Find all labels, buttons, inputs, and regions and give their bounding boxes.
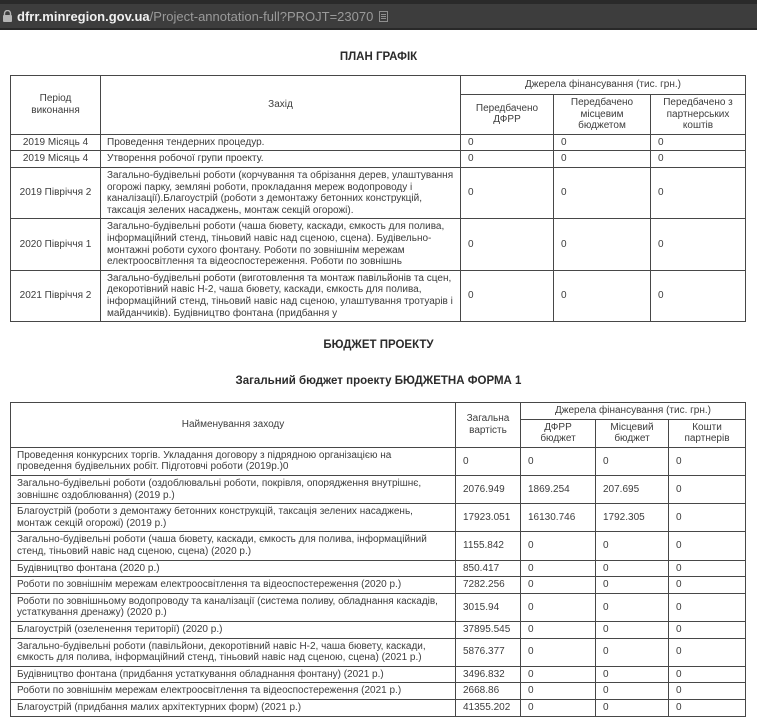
budget-table-row — [11, 638, 746, 666]
local-cell: 0 — [554, 134, 651, 151]
total-cell: 850.417 — [456, 560, 521, 577]
partner-cell: 0 — [669, 532, 746, 560]
name-cell: Роботи по зовнішнім мережам електроосвітлення та відеоспостереження (2020 р.) — [11, 577, 456, 594]
dfrr-cell: 0 — [521, 577, 596, 594]
name-cell: Загально-будівельні роботи (оздоблювальні роботи, покрівля, опорядження внутрішнє, зовнішнє оздоблювання) (2019 р.) — [11, 476, 456, 504]
dfrr-cell: 16130.746 — [521, 504, 596, 532]
partner-cell: 0 — [651, 219, 746, 270]
name-cell: Роботи по зовнішнім мережам електроосвітлення та відеоспостереження (2021 р.) — [11, 683, 456, 700]
dfrr-cell: 0 — [461, 134, 554, 151]
name-cell: Загально-будівельні роботи (чаша бювету, каскади, ємкость для полива, інформаційний стенд, тіньовий навіс над сценою, сцена) (2020 р.) — [11, 532, 456, 560]
budget-table-row — [11, 699, 746, 716]
plan-table — [10, 75, 746, 322]
total-cell: 5876.377 — [456, 638, 521, 666]
partner-cell: 0 — [651, 151, 746, 168]
activity-cell: Утворення робочої групи проекту. — [101, 151, 461, 168]
partner-cell: 0 — [669, 447, 746, 475]
partner-cell: 0 — [669, 638, 746, 666]
total-cell: 17923.051 — [456, 504, 521, 532]
activity-cell: Проведення тендерних процедур. — [101, 134, 461, 151]
total-cell: 7282.256 — [456, 577, 521, 594]
url-text[interactable] — [17, 9, 373, 24]
plan-col-dfrr: Передбачено ДФРР — [461, 95, 554, 135]
partner-cell: 0 — [669, 504, 746, 532]
total-cell: 3015.94 — [456, 593, 521, 621]
total-cell: 3496.832 — [456, 666, 521, 683]
local-cell: 0 — [596, 577, 669, 594]
name-cell: Будівництво фонтана (придбання устаткування обладнання фонтану) (2021 р.) — [11, 666, 456, 683]
plan-table-row — [11, 151, 746, 168]
plan-table-row — [11, 167, 746, 218]
budget-section-title: БЮДЖЕТ ПРОЕКТУ — [323, 339, 434, 352]
budget-col-name: Найменування заходу — [11, 403, 456, 448]
local-cell: 0 — [596, 560, 669, 577]
local-cell: 0 — [596, 447, 669, 475]
total-cell: 37895.545 — [456, 622, 521, 639]
plan-table-row — [11, 219, 746, 270]
dfrr-cell: 0 — [461, 151, 554, 168]
total-cell: 41355.202 — [456, 699, 521, 716]
name-cell: Проведення конкурсних торгів. Укладання договору з підрядною організацією на проведення будівельних робіт. Підготовчі роботи (2019р.)0 — [11, 447, 456, 475]
plan-col-local: Передбачено місцевим бюджетом — [554, 95, 651, 135]
budget-col-partner: Кошти партнерів — [669, 419, 746, 447]
plan-table-row — [11, 270, 746, 321]
partner-cell: 0 — [669, 622, 746, 639]
dfrr-cell: 0 — [521, 683, 596, 700]
address-bar[interactable] — [0, 0, 757, 30]
activity-cell: Загально-будівельні роботи (корчування та обрізання дерев, улаштування огорожі парку, земляні роботи, прокладання мереж водопроводу і каналізації).Благоустрій (роботи з демонтажу бетонних конструкцій, таксація зелених насаджень, монтаж секцій огорожі). — [101, 167, 461, 218]
url-domain: dfrr.minregion.gov.ua — [17, 8, 150, 24]
local-cell: 0 — [554, 219, 651, 270]
partner-cell: 0 — [651, 134, 746, 151]
name-cell: Загально-будівельні роботи (павільйони, декоротівний навіс Н-2, чаша бювету, каскади, ємкость для полива, інформаційний стенд, тіньовий навіс над сценою, сцена) (2021 р.) — [11, 638, 456, 666]
activity-cell: Загально-будівельні роботи (чаша бювету, каскади, ємкость для полива, інформаційний стенд, тіньовий навіс над сценою, сцена). Будівельно-монтажні роботи сухого фонтану. Роботи по зовнішнім мережам електроосвітлення та відеоспостереження. Роботи по зовнішнь — [101, 219, 461, 270]
local-cell: 0 — [554, 167, 651, 218]
activity-cell: Загально-будівельні роботи (виготовлення та монтаж павільйонів та сцен, декоротівний навіс Н-2, чаша бювету, каскади, ємкость для полива, інформаційний стенд, тіньовий навіс над сценою, улаштування тротуарів і майданчиків). Будівництво фонтана (придбання у — [101, 270, 461, 321]
name-cell: Благоустрій (роботи з демонтажу бетонних конструкцій, таксація зелених насаджень, монтаж секцій огорожі) (2019 р.) — [11, 504, 456, 532]
partner-cell: 0 — [669, 476, 746, 504]
url-path: /Project-annotation-full?PROJT=23070 — [149, 8, 374, 24]
plan-section-title: ПЛАН ГРАФІК — [339, 51, 418, 63]
partner-cell: 0 — [669, 683, 746, 700]
dfrr-cell: 0 — [521, 447, 596, 475]
period-cell: 2019 Місяць 4 — [11, 134, 101, 151]
budget-table-row — [11, 532, 746, 560]
partner-cell: 0 — [669, 666, 746, 683]
dfrr-cell: 1869.254 — [521, 476, 596, 504]
budget-table-row — [11, 666, 746, 683]
dfrr-cell: 0 — [521, 622, 596, 639]
dfrr-cell: 0 — [461, 219, 554, 270]
plan-col-period: Період виконання — [11, 76, 101, 135]
local-cell: 0 — [554, 270, 651, 321]
dfrr-cell: 0 — [461, 270, 554, 321]
total-cell: 1155.842 — [456, 532, 521, 560]
budget-table — [10, 402, 746, 716]
budget-table-row — [11, 447, 746, 475]
budget-col-total: Загальна вартість — [456, 403, 521, 448]
period-cell: 2020 Півріччя 1 — [11, 219, 101, 270]
local-cell: 0 — [596, 593, 669, 621]
local-cell: 1792.305 — [596, 504, 669, 532]
name-cell: Будівництво фонтана (2020 р.) — [11, 560, 456, 577]
budget-table-row — [11, 593, 746, 621]
plan-col-partner: Передбачено з партнерських коштів — [651, 95, 746, 135]
budget-table-row — [11, 504, 746, 532]
local-cell: 207.695 — [596, 476, 669, 504]
budget-table-row — [11, 683, 746, 700]
plan-table-row — [11, 134, 746, 151]
page-icon[interactable] — [379, 11, 388, 22]
local-cell: 0 — [596, 638, 669, 666]
period-cell: 2019 Півріччя 2 — [11, 167, 101, 218]
name-cell: Благоустрій (озеленення території) (2020 р.) — [11, 622, 456, 639]
local-cell: 0 — [554, 151, 651, 168]
dfrr-cell: 0 — [461, 167, 554, 218]
period-cell: 2019 Місяць 4 — [11, 151, 101, 168]
total-cell: 2668.86 — [456, 683, 521, 700]
dfrr-cell: 0 — [521, 593, 596, 621]
partner-cell: 0 — [669, 699, 746, 716]
partner-cell: 0 — [669, 577, 746, 594]
budget-table-row — [11, 560, 746, 577]
budget-table-row — [11, 476, 746, 504]
partner-cell: 0 — [651, 167, 746, 218]
local-cell: 0 — [596, 683, 669, 700]
local-cell: 0 — [596, 666, 669, 683]
dfrr-cell: 0 — [521, 666, 596, 683]
plan-col-activity: Захід — [101, 76, 461, 135]
partner-cell: 0 — [651, 270, 746, 321]
period-cell: 2021 Півріччя 2 — [11, 270, 101, 321]
dfrr-cell: 0 — [521, 532, 596, 560]
budget-col-local: Місцевий бюджет — [596, 419, 669, 447]
local-cell: 0 — [596, 699, 669, 716]
budget-col-dfrr: ДФРР бюджет — [521, 419, 596, 447]
dfrr-cell: 0 — [521, 560, 596, 577]
partner-cell: 0 — [669, 560, 746, 577]
plan-col-sources-group: Джерела фінансування (тис. грн.) — [461, 76, 746, 95]
local-cell: 0 — [596, 532, 669, 560]
partner-cell: 0 — [669, 593, 746, 621]
name-cell: Роботи по зовнішньому водопроводу та каналізації (система поливу, обладнання каскадів, устаткування дренажу) (2020 р.) — [11, 593, 456, 621]
name-cell: Благоустрій (придбання малих архітектурних форм) (2021 р.) — [11, 699, 456, 716]
dfrr-cell: 0 — [521, 699, 596, 716]
budget-table-row — [11, 577, 746, 594]
budget-col-sources-group: Джерела фінансування (тис. грн.) — [521, 403, 746, 420]
budget-form-title: Загальний бюджет проекту БЮДЖЕТНА ФОРМА 1 — [235, 375, 522, 388]
budget-table-row — [11, 622, 746, 639]
total-cell: 0 — [456, 447, 521, 475]
padlock-icon[interactable] — [2, 10, 13, 23]
local-cell: 0 — [596, 622, 669, 639]
total-cell: 2076.949 — [456, 476, 521, 504]
dfrr-cell: 0 — [521, 638, 596, 666]
